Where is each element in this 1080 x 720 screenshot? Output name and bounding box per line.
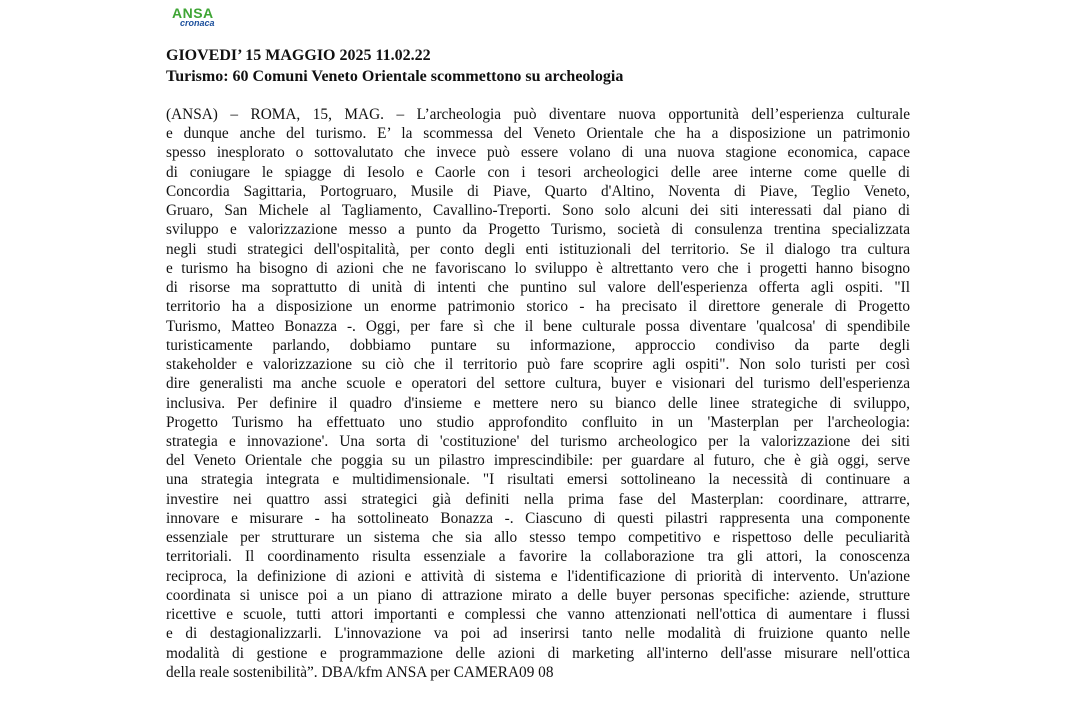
body-line: territorio ha a disposizione un enorme patrimonio storico - ha precisato il direttore generale di Progetto [166,298,910,316]
article-body [166,105,910,682]
body-line: Turismo, Matteo Bonazza -. Oggi, per fare sì che il bene culturale possa diventare 'qualcosa' di spendibile [166,317,910,335]
body-line: sviluppo e valorizzazione messo a punto da Progetto Turismo, società di consulenza trentina specializzata [166,221,910,239]
body-line: stakeholder e valorizzazione su ciò che il territorio può fare scoprire agli ospiti". Non solo turisti per così [166,356,910,374]
body-line: negli studi strategici dell'ospitalità, per conto degli enti istituzionali del territorio. Se il dialogo tra cultura [166,240,910,258]
body-line: Progetto Turismo ha effettuato uno studio approfondito confluito in un 'Masterplan per l'archeologia: [166,413,910,431]
body-line: turisticamente parlando, dobbiamo puntare su informazione, approccio condiviso da parte degli [166,336,910,354]
body-line: Concordia Sagittaria, Portogruaro, Musile di Piave, Quarto d'Altino, Noventa di Piave, Teglio Veneto, [166,182,910,200]
body-line: di coniugare le spiagge di Iesolo e Caorle con i tesori archeologici delle aree interne come quelle di [166,163,910,181]
body-line: ricettive e scuole, tutti attori importanti e complessi che vanno attenzionati nell'ottica di aumentare i flussi [166,606,910,624]
body-line: e turismo ha bisogno di azioni che ne favoriscano lo sviluppo è altrettanto vero che i progetti hanno bisogno [166,259,910,277]
body-line: (ANSA) – ROMA, 15, MAG. – L’archeologia può diventare nuova opportunità dell’esperienza culturale [166,106,910,123]
body-line: territoriali. Il coordinamento risulta essenziale a favorire la collaborazione tra gli attori, la conoscenza [166,548,910,566]
ansa-cronaca-logo [172,6,228,28]
body-line: investire nei quattro assi strategici già definiti nella prima fase del Masterplan: coordinare, attrarre, [166,490,910,508]
body-line: e dunque anche del turismo. E’ la scommessa del Veneto Orientale che ha a disposizione un patrimonio [166,125,910,143]
body-line: coordinata si unisce poi a un piano di attrazione mirato a delle buyer personas specifiche: aziende, strutture [166,586,910,604]
logo-section: cronaca [180,18,215,28]
body-line: del Veneto Orientale che poggia su un pilastro imprescindibile: per guardare al futuro, che è già oggi, serve [166,452,910,470]
body-line: della reale sostenibilità”. DBA/kfm ANSA per CAMERA09 08 [166,663,554,681]
body-line: e di destagionalizzarli. L'innovazione va poi ad inserirsi tanto nelle modalità di fruizione quanto nelle [166,625,910,643]
body-line: reciproca, la definizione di azioni e attività di sistema e l'identificazione di priorità di intervento. Un'azione [166,567,910,585]
body-line: inclusiva. Per definire il quadro d'insieme e mettere nero su bianco delle linee strategiche di sviluppo, [166,394,910,412]
article-headline: Turismo: 60 Comuni Veneto Orientale scommettono su archeologia [166,68,624,85]
body-line: spesso inesplorato o sottovalutato che invece può essere volano di una nuova stagione economica, capace [166,144,910,162]
logo-brand: ANSA [172,5,214,21]
body-line: di risorse ma soprattutto di unità di intenti che puntino sul valore dell'esperienza offerta agli ospiti. "Il [166,279,910,297]
body-line: Gruaro, San Michele al Tagliamento, Cavallino-Treporti. Sono solo alcuni dei siti interessati dal piano di [166,202,910,220]
body-line: strategia e innovazione'. Una sorta di 'costituzione' del turismo archeologico per la valorizzazione dei siti [166,432,910,450]
body-line: modalità di gestione e programmazione delle azioni di marketing all'interno dell'asse misurare nell'ottica [166,644,910,662]
body-line: essenziale per strutturare un sistema che sia allo stesso tempo competitivo e rispettoso delle peculiarità [166,529,910,547]
body-line: innovare e misurare - ha sottolineato Bonazza -. Ciascuno di questi pilastri rappresenta una componente [166,509,910,527]
body-line: dire generalisti ma anche scuole e operatori del settore cultura, buyer e visionari del turismo dell'esperienza [166,375,910,393]
body-line: una strategia integrata e multidimensionale. "I risultati emersi sottolineano la necessità di continuare a [166,471,910,489]
article-dateline: GIOVEDI’ 15 MAGGIO 2025 11.02.22 [166,47,431,64]
